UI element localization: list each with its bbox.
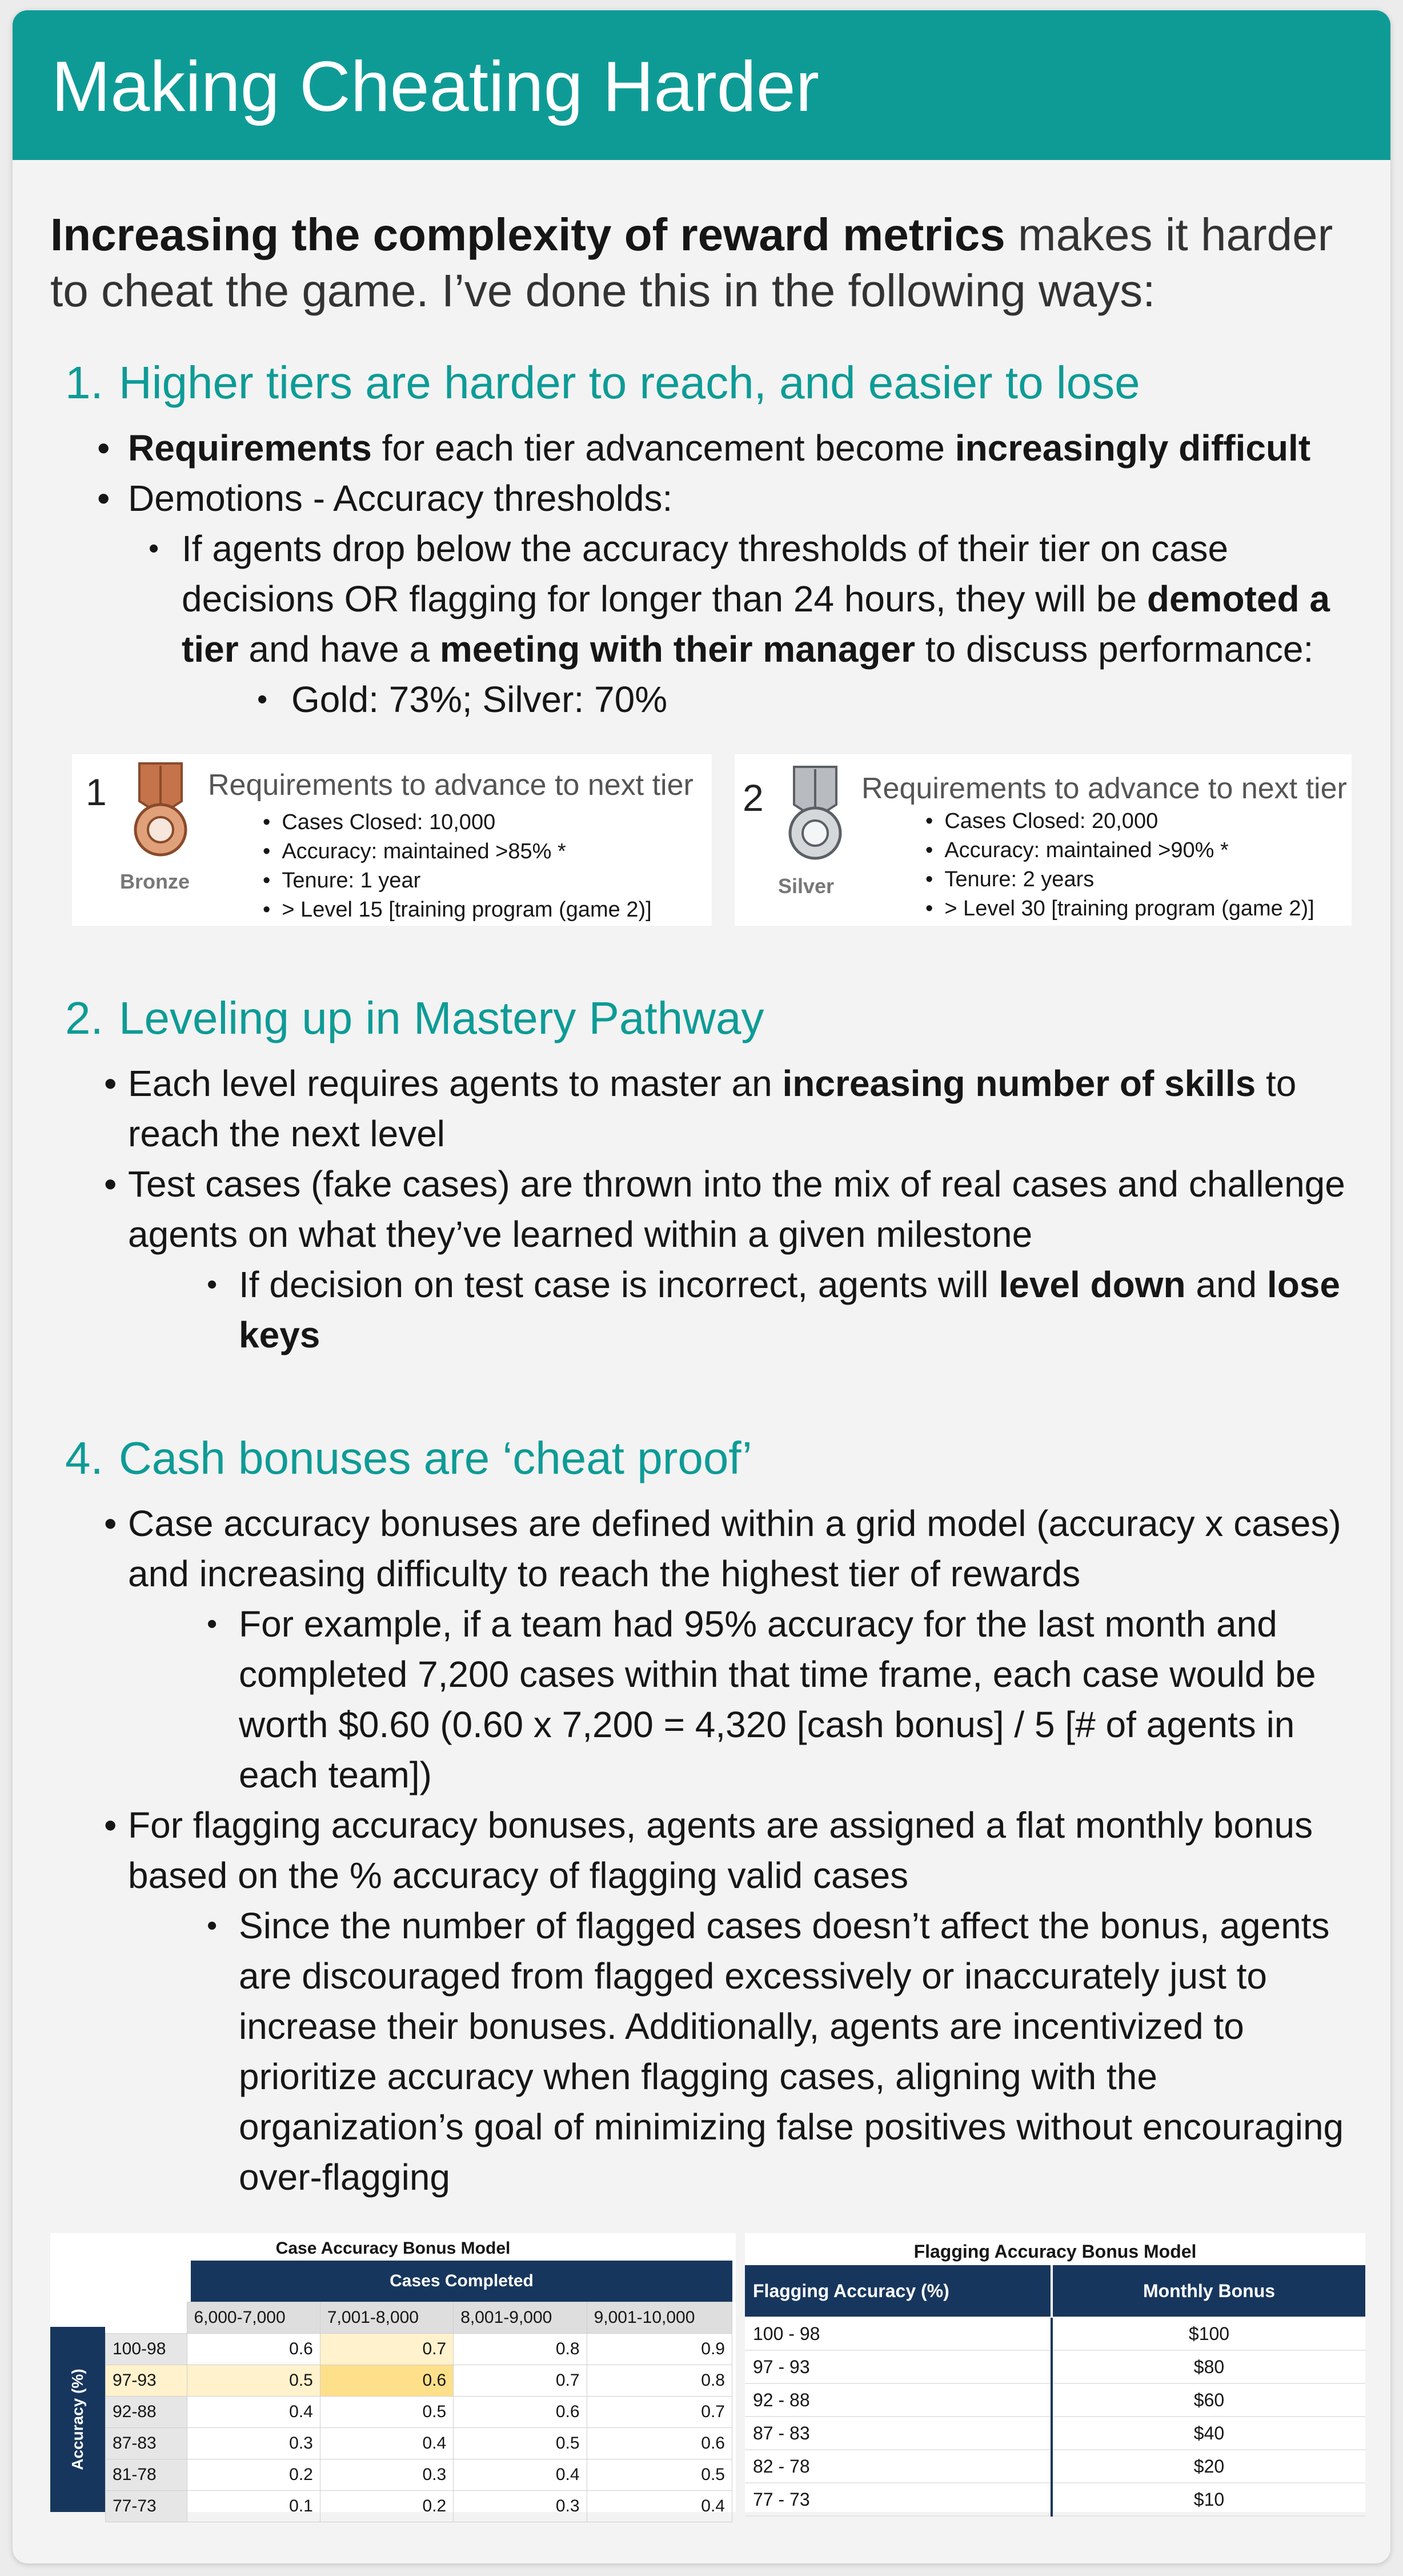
s2-bullet-2b: agents on what they’ve learned within a given milestone: [128, 1214, 1033, 1255]
table-cell: 0.8: [587, 2365, 732, 2397]
slide-card: [13, 10, 1390, 2563]
row-label: 97-93: [106, 2365, 187, 2397]
table-row: [106, 2365, 732, 2397]
table-cell: 0.4: [320, 2428, 453, 2459]
table-cell: $80: [1052, 2350, 1365, 2383]
table-cell: 0.2: [320, 2491, 453, 2522]
table-cell: 0.6: [587, 2428, 732, 2459]
table-cell: 0.5: [320, 2397, 453, 2428]
cases-completed-header: Cases Completed: [191, 2261, 732, 2302]
section-4-heading: 4. Cash bonuses are ‘cheat proof’: [65, 1433, 752, 1483]
table-cell: 100 - 98: [745, 2317, 1052, 2350]
table-cell: $20: [1052, 2450, 1365, 2483]
table-cell: 92 - 88: [745, 2383, 1052, 2417]
s2-bullet-1a: Each level requires agents to master an increasing number of skills to: [128, 1063, 1297, 1104]
list-item: • Cases Closed: 20,000: [925, 807, 1314, 836]
list-item: • > Level 30 [training program (game 2)]: [925, 894, 1314, 923]
s4-b2b: based on the % accuracy of flagging valid cases: [128, 1855, 909, 1896]
s2-sub-b: keys: [239, 1314, 320, 1355]
tier-requirements: [263, 808, 652, 925]
bullet-dot: •: [207, 1607, 218, 1641]
s4-s1b: completed 7,200 cases within that time frame, each case would be: [239, 1654, 1316, 1695]
table-cell-highlight: 0.6: [320, 2365, 453, 2397]
table-cell: 0.1: [187, 2491, 320, 2522]
intro-text: [50, 207, 1364, 319]
table-cell: 0.7: [320, 2334, 453, 2365]
s4-s2c: increase their bonuses. Additionally, agents are incentivized to: [239, 2006, 1244, 2047]
tier-box-silver: [735, 754, 1352, 926]
table-row: [106, 2397, 732, 2428]
table-cell: 0.2: [187, 2459, 320, 2491]
bullet-dot: •: [257, 683, 268, 716]
table-cell: 0.3: [187, 2428, 320, 2459]
table-cell: 0.3: [320, 2459, 453, 2491]
accuracy-header: [50, 2327, 105, 2512]
tier-requirements: [925, 807, 1314, 923]
table-cell: 0.5: [187, 2365, 320, 2397]
table-row: [106, 2459, 732, 2491]
table-row: [745, 2350, 1365, 2383]
column-header: 7,001-8,000: [320, 2302, 453, 2334]
bronze-medal-icon: [128, 761, 193, 862]
table-cell: $40: [1052, 2417, 1365, 2450]
tier-number: 1: [86, 771, 107, 813]
list-item: • Accuracy: maintained >85% *: [263, 837, 652, 866]
intro-bold: Increasing the complexity of reward metrics: [50, 209, 1005, 260]
table-row: [745, 2483, 1365, 2516]
table-cell: 0.7: [454, 2365, 587, 2397]
flagging-table-panel: [745, 2233, 1365, 2512]
intro-rest: makes it harder to cheat the game. I’ve done this in the following ways:: [50, 209, 1333, 316]
bullet-dot: •: [104, 1063, 117, 1104]
bullet-dot: •: [149, 532, 159, 565]
flag-table-title: Flagging Accuracy Bonus Model: [913, 2241, 1197, 2262]
row-label: 100-98: [106, 2334, 187, 2365]
table-header-row: [745, 2265, 1365, 2317]
bullet-dot: •: [104, 1163, 117, 1205]
row-label: 81-78: [106, 2459, 187, 2491]
case-accuracy-table-panel: [50, 2233, 736, 2515]
table-header-row: [106, 2302, 732, 2334]
s1-sub-1b: decisions OR flagging for longer than 24 hours, they will be demoted a: [182, 578, 1330, 619]
table-cell: 0.4: [187, 2397, 320, 2428]
medal-label: Silver: [778, 874, 835, 898]
page-title: Making Cheating Harder: [51, 47, 820, 126]
table-row: [745, 2417, 1365, 2450]
s1-bullet-2: Demotions - Accuracy thresholds:: [128, 478, 673, 519]
table-row: [106, 2491, 732, 2522]
column-header: Monthly Bonus: [1052, 2265, 1365, 2317]
bullet-dot: •: [97, 427, 110, 469]
list-item: • Tenure: 1 year: [263, 866, 652, 895]
row-label: 77-73: [106, 2491, 187, 2522]
column-header: 9,001-10,000: [587, 2302, 732, 2334]
s2-sub-a: If decision on test case is incorrect, agents will level down and lose: [239, 1264, 1340, 1305]
bullet-dot: •: [104, 1503, 117, 1544]
table-row: [745, 2383, 1365, 2417]
s4-b1b: and increasing difficulty to reach the highest tier of rewards: [128, 1553, 1081, 1594]
table-row: [106, 2334, 732, 2365]
table-cell: 87 - 83: [745, 2417, 1052, 2450]
s4-b2a: For flagging accuracy bonuses, agents are assigned a flat monthly bonus: [128, 1805, 1313, 1846]
table-row: [745, 2317, 1365, 2350]
table-cell: $100: [1052, 2317, 1365, 2350]
list-item: • Cases Closed: 10,000: [263, 808, 652, 837]
column-header: 8,001-9,000: [454, 2302, 587, 2334]
tier-number: 2: [743, 777, 764, 819]
table-cell: 0.4: [454, 2459, 587, 2491]
table-cell: 0.7: [587, 2397, 732, 2428]
s1-sub-1c: tier and have a meeting with their manager to discuss performance:: [182, 629, 1314, 670]
tier-box-bronze: [72, 754, 712, 926]
medal-label: Bronze: [120, 870, 190, 893]
s1-bullet-1: Requirements for each tier advancement become increasingly difficult: [128, 427, 1311, 469]
s4-s2f: over-flagging: [239, 2157, 450, 2198]
row-label: 87-83: [106, 2428, 187, 2459]
s2-bullet-2a: Test cases (fake cases) are thrown into the mix of real cases and challenge: [128, 1163, 1345, 1205]
table-cell: 0.6: [187, 2334, 320, 2365]
s1-subsub: Gold: 73%; Silver: 70%: [291, 679, 668, 720]
section-1-heading: 1. Higher tiers are harder to reach, and easier to lose: [65, 357, 1140, 408]
case-accuracy-grid: [105, 2302, 732, 2522]
list-item: • Tenure: 2 years: [925, 865, 1314, 894]
table-cell: 82 - 78: [745, 2450, 1052, 2483]
table-cell: $10: [1052, 2483, 1365, 2516]
table-cell: 77 - 73: [745, 2483, 1052, 2516]
table-cell: 0.9: [587, 2334, 732, 2365]
s4-s2e: organization’s goal of minimizing false positives without encouraging: [239, 2106, 1344, 2147]
tier-heading: Requirements to advance to next tier: [861, 772, 1347, 805]
case-table-title: Case Accuracy Bonus Model: [275, 2239, 511, 2258]
s4-s2b: are discouraged from flagged excessively or inaccurately just to: [239, 1955, 1267, 1997]
s4-s1c: worth $0.60 (0.60 x 7,200 = 4,320 [cash bonus] / 5 [# of agents in: [239, 1704, 1295, 1745]
section-2-heading: 2. Leveling up in Mastery Pathway: [65, 993, 764, 1043]
table-cell: 0.6: [454, 2397, 587, 2428]
row-label: 92-88: [106, 2397, 187, 2428]
silver-medal-icon: [783, 765, 848, 865]
bullet-dot: •: [97, 478, 110, 519]
s1-sub-1a: If agents drop below the accuracy thresholds of their tier on case: [182, 528, 1229, 569]
table-cell: $60: [1052, 2383, 1365, 2417]
table-cell: 0.4: [587, 2491, 732, 2522]
s2-bullet-1b: reach the next level: [128, 1113, 445, 1154]
s4-s1a: For example, if a team had 95% accuracy for the last month and: [239, 1603, 1277, 1645]
title-bar: [13, 10, 1390, 160]
s4-s2a: Since the number of flagged cases doesn’t affect the bonus, agents: [239, 1905, 1330, 1946]
s4-s1d: each team]): [239, 1754, 432, 1795]
bullet-dot: •: [104, 1805, 117, 1846]
list-item: • Accuracy: maintained >90% *: [925, 836, 1314, 865]
column-header: 6,000-7,000: [187, 2302, 320, 2334]
accuracy-header-label: Accuracy (%): [69, 2369, 86, 2470]
flagging-accuracy-table: [745, 2265, 1365, 2517]
bullet-dot: •: [207, 1909, 218, 1942]
table-row: [745, 2450, 1365, 2483]
bullet-dot: •: [207, 1268, 218, 1301]
s4-b1a: Case accuracy bonuses are defined within a grid model (accuracy x cases): [128, 1503, 1341, 1544]
tier-heading: Requirements to advance to next tier: [208, 769, 694, 802]
table-cell: 0.5: [587, 2459, 732, 2491]
table-cell: 0.8: [454, 2334, 587, 2365]
table-cell: 0.3: [454, 2491, 587, 2522]
table-cell: 97 - 93: [745, 2350, 1052, 2383]
table-row: [106, 2428, 732, 2459]
column-header: Flagging Accuracy (%): [745, 2265, 1052, 2317]
table-cell: 0.5: [454, 2428, 587, 2459]
s4-s2d: prioritize accuracy when flagging cases, aligning with the: [239, 2056, 1157, 2097]
list-item: • > Level 15 [training program (game 2)]: [263, 895, 652, 925]
